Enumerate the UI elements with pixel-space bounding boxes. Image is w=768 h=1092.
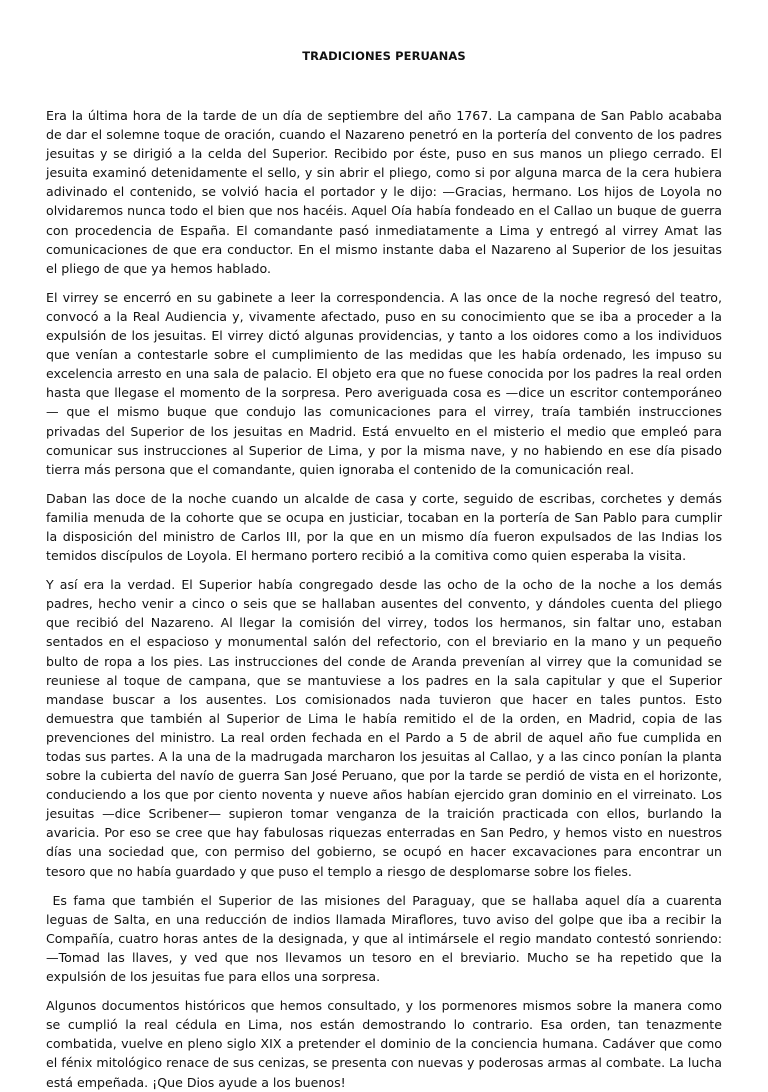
paragraph-4: Y así era la verdad. El Superior había congregado desde las ocho de la ocho de la noche a los demás padres, hecho venir a cinco o seis que se hallaban ausentes del convento, y dándoles cuenta del pliego que recibió del Nazareno. Al llegar la comisión del virrey, todos los hermanos, sin faltar uno, estaban sentados en el espacioso y monumental salón del refectorio, con el breviario en la mano y un pequeño bulto de ropa a los pies. Las instrucciones del conde de Aranda prevenían al virrey que la comunidad se reuniese al toque de campana, que se mantuviese a los padres en la sala capitular y que el Superior mandase buscar a los ausentes. Los comisionados nada tuvieron que hacer en tales puntos. Esto demuestra que también al Superior de Lima le había remitido el de la orden, en Madrid, copia de las prevenciones del ministro. La real orden fechada en el Pardo a 5 de abril de aquel año fue cumplida en todas sus partes. A la una de la madrugada marcharon los jesuitas al Callao, y a las cinco ponían la planta sobre la cubierta del navío de guerra San José Peruano, que por la tarde se perdió de vista en el horizonte, conduciendo a los que por ciento noventa y nueve años habían ejercido gran dominio en el virreinato. Los jesuitas —dice Scribener— supieron tomar venganza de la traición practicada con ellos, burlando la avaricia. Por eso se cree que hay fabulosas riquezas enterradas en San Pedro, y hemos visto en nuestros días una sociedad que, con permiso del gobierno, se ocupó en hacer excavaciones para encontrar un tesoro que no había guardado y que puso el templo a riesgo de desplomarse sobre los fieles. [46,577,722,879]
paragraph-1: Era la última hora de la tarde de un día de septiembre del año 1767. La campana de San Pablo acababa de dar el solemne toque de oración, cuando el Nazareno penetró en la portería del convento de los padres jesuitas y se dirigió a la celda del Superior. Recibido por éste, puso en sus manos un pliego cerrado. El jesuita examinó detenidamente el sello, y sin abrir el pliego, como si por alguna marca de la cera hubiera adivinado el contenido, se volvió hacia el portador y le dijo: —Gracias, hermano. Los hijos de Loyola no olvidaremos nunca todo el bien que nos hacéis. Aquel Oía había fondeado en el Callao un buque de guerra con procedencia de España. El comandante pasó inmediatamente a Lima y entregó al virrey Amat las comunicaciones de que era conductor. En el mismo instante daba el Nazareno al Superior de los jesuitas el pliego de que ya hemos hablado. [46,108,722,276]
paragraph-5: Es fama que también el Superior de las misiones del Paraguay, que se hallaba aquel día a cuarenta leguas de Salta, en una reducción de indios llamada Miraflores, tuvo aviso del golpe que iba a recibir la Compañía, cuatro horas antes de la designada, y que al intimársele el regio mandato contestó sonriendo: —Tomad las llaves, y ved que nos llevamos un tesoro en el breviario. Mucho se ha repetido que la expulsión de los jesuitas fue para ellos una sorpresa. [46,892,727,985]
paragraph-3: Daban las doce de la noche cuando un alcalde de casa y corte, seguido de escribas, corchetes y demás familia menuda de la cohorte que se ocupa en justiciar, tocaban en la portería de San Pablo para cumplir la disposición del ministro de Carlos III, por la que en un mismo día fueron expulsados de las Indias los temidos discípulos de Loyola. El hermano portero recibió a la comitiva como quien esperaba la visita. [46,490,722,564]
document-title: TRADICIONES PERUANAS [302,49,466,63]
paragraph-2: El virrey se encerró en su gabinete a leer la correspondencia. A las once de la noche regresó del teatro, convocó a la Real Audiencia y, vivamente afectado, puso en su conocimiento que se iba a proceder a la expulsión de los jesuitas. El virrey dictó algunas providencias, y tanto a los oidores como a los individuos que venían a contestarle sobre el cumplimiento de las medidas que les había ordenado, les impuso su excelencia arresto en una sala de palacio. El objeto era que no fuese conocida por los padres la real orden hasta que llegase el momento de la sorpresa. Pero averiguada cosa es —dice un escritor contemporáneo— que el mismo buque que condujo las comunicaciones para el virrey, traía también instrucciones privadas del Superior de los jesuitas en Madrid. Está envuelto en el misterio el medio que empleó para comunicar sus instrucciones al Superior de Lima, y por la misma nave, y no habiendo en ese día pisado tierra más persona que el comandante, quien ignoraba el contenido de la comunicación real. [46,289,722,477]
paragraph-6: Algunos documentos históricos que hemos consultado, y los pormenores mismos sobre la manera como se cumplió la real cédula en Lima, nos están demostrando lo contrario. Esa orden, tan tenazmente combatida, vuelve en pleno siglo XIX a pretender el dominio de la conciencia humana. Cadáver que como el fénix mitológico renace de sus cenizas, se presenta con nuevas y poderosas armas al combate. La lucha está empeñada. ¡Que Dios ayude a los buenos! [46,998,722,1090]
